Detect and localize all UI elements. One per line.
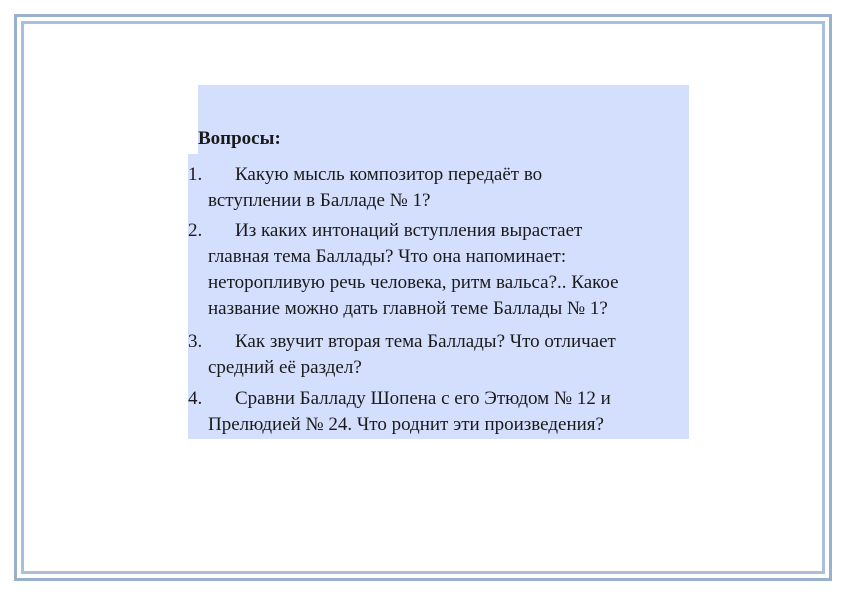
question-number: 1. — [188, 164, 203, 185]
questions-title-block — [198, 85, 689, 154]
question-number: 2. — [188, 220, 203, 241]
question-text-line: Какую мысль композитор передаёт во — [235, 164, 543, 185]
question-text-line: Из каких интонаций вступления вырастает — [235, 220, 583, 241]
question-number: 3. — [188, 331, 203, 352]
question-text-line: главная тема Баллады? Что она напоминает: — [208, 246, 567, 267]
question-text-line: средний её раздел? — [208, 357, 362, 378]
question-text-line: неторопливую речь человека, ритм вальса?.. Какое — [208, 272, 619, 293]
question-text-line: название можно дать главной теме Баллады № 1? — [208, 298, 608, 319]
questions-list — [188, 154, 689, 439]
question-text-line: вступлении в Балладе № 1? — [208, 190, 431, 211]
question-text-line: Сравни Балладу Шопена с его Этюдом № 12 и — [235, 388, 611, 409]
question-text-line: Как звучит вторая тема Баллады? Что отличает — [235, 331, 616, 352]
question-text-line: Прелюдией № 24. Что роднит эти произведения? — [208, 414, 604, 435]
questions-title: Вопросы: — [198, 128, 281, 149]
question-number: 4. — [188, 388, 203, 409]
